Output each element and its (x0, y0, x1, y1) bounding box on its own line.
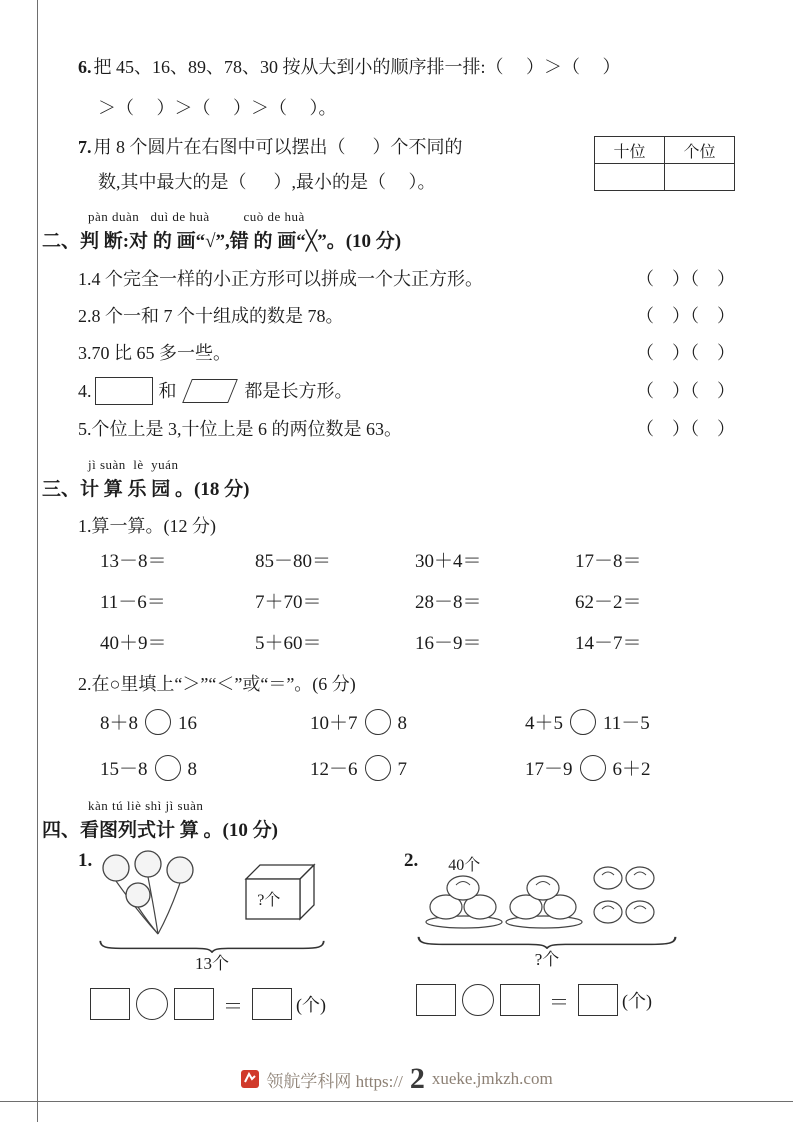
question-7-number: 7. (78, 137, 92, 157)
answer-blanks: （ ）（ ） (636, 306, 735, 326)
judge-item-5 (42, 416, 735, 442)
answer-box (500, 984, 540, 1016)
judge-item-4-mid: 和 (158, 381, 177, 401)
balloons-image (96, 850, 228, 938)
compare-left: 8＋8 (100, 713, 139, 734)
parallelogram-shape (182, 379, 238, 403)
answer-box (416, 984, 456, 1016)
box-count-label: ?个 (257, 892, 281, 909)
arithmetic-problem: 5＋60＝ (255, 633, 322, 654)
judge-pinyin: pàn duàn duì de huà cuò de huà (88, 209, 305, 224)
calc-sub2-title: 2.在○里填上“＞”“＜”或“＝”。(6 分) (78, 674, 356, 694)
comparison-circle (365, 755, 391, 781)
buns-count-label: 40个 (448, 857, 481, 874)
rectangle-shape (95, 377, 153, 405)
operator-circle (136, 988, 168, 1020)
compare-left: 10＋7 (310, 713, 358, 734)
answer-blanks: （ ）（ ） (636, 343, 735, 363)
picture-section (42, 797, 735, 1020)
judge-item-1-text: 1.4 个完全一样的小正方形可以拼成一个大正方形。 (78, 269, 483, 289)
question-7-text: 用 8 个圆片在右图中可以摆出（ ）个不同的 (93, 137, 463, 157)
judge-item-2 (42, 303, 735, 329)
judge-item-1 (42, 266, 735, 292)
judge-item-4-prefix: 4. (78, 381, 92, 401)
picture-problem-1-number: 1. (78, 850, 93, 871)
judge-item-4-suffix: 都是长方形。 (244, 381, 353, 401)
answer-blanks: （ ）（ ） (636, 381, 735, 401)
question-6 (42, 54, 735, 121)
arithmetic-problem: 62－2＝ (575, 592, 642, 613)
judge-item-3 (42, 340, 735, 366)
underbrace (416, 936, 678, 949)
place-value-header-ones: 个位 (665, 137, 735, 164)
unit-label: (个) (622, 991, 652, 1011)
equation-row-1 (90, 988, 378, 1020)
question-6-text-line2: ＞（ ）＞（ ）＞（ ）。 (98, 98, 337, 118)
total-label: 13个 (195, 954, 229, 973)
calc-sub1-title: 1.算一算。(12 分) (78, 516, 216, 536)
place-value-table (594, 136, 735, 191)
picture-problem-2-number: 2. (404, 850, 419, 871)
operator-circle (462, 984, 494, 1016)
comparison-problem (525, 709, 750, 739)
answer-blanks: （ ）（ ） (636, 419, 735, 439)
compare-left: 12－6 (310, 759, 358, 780)
arithmetic-problem: 16－9＝ (415, 633, 482, 654)
arithmetic-problem: 14－7＝ (575, 633, 642, 654)
comparison-problem (100, 709, 310, 739)
buns-image (422, 850, 670, 934)
judge-item-2-text: 2.8 个一和 7 个十组成的数是 78。 (78, 306, 344, 326)
arithmetic-problem: 30＋4＝ (415, 551, 482, 572)
site-logo-icon (240, 1069, 260, 1089)
page-footer (0, 1064, 793, 1094)
arithmetic-problem: 28－8＝ (415, 592, 482, 613)
arithmetic-problem: 40＋9＝ (100, 633, 167, 654)
picture-problem-1 (78, 850, 378, 1020)
compare-right: 11－5 (603, 713, 650, 734)
comparison-problem (100, 755, 310, 785)
judge-title: 二、判 断:对 的 画“√”,错 的 画“╳”。(10 分) (42, 231, 402, 252)
comparison-problem (525, 755, 750, 785)
comparison-circle (145, 709, 171, 735)
arithmetic-problem: 85－80＝ (255, 551, 332, 572)
picture-problem-2 (404, 850, 734, 1020)
place-value-header-tens: 十位 (595, 137, 665, 164)
comparison-circle (155, 755, 181, 781)
underbrace (98, 940, 326, 953)
answer-box (174, 988, 214, 1020)
comparison-problems (42, 709, 735, 785)
judge-section (42, 208, 735, 442)
judge-item-3-text: 3.70 比 65 多一些。 (78, 343, 231, 363)
calc-section (42, 456, 735, 785)
question-7-text-line2: 数,其中最大的是（ ）,最小的是（ ）。 (98, 172, 436, 192)
total-label: ?个 (534, 950, 560, 969)
compare-right: 16 (178, 713, 198, 734)
answer-box (578, 984, 618, 1016)
equals-sign: ＝ (223, 995, 243, 1018)
answer-box (252, 988, 292, 1020)
pics-title: 四、看图列式计 算 。(10 分) (42, 820, 278, 841)
arithmetic-problems (42, 549, 735, 657)
judge-item-4 (42, 377, 735, 405)
place-value-cell-ones (665, 164, 735, 191)
mystery-box (244, 862, 316, 922)
compare-right: 8 (187, 759, 198, 780)
answer-blanks: （ ）（ ） (636, 269, 735, 289)
equation-row-2 (416, 984, 734, 1016)
site-url-suffix: xueke.jmkzh.com (431, 1069, 553, 1088)
comparison-problem (310, 709, 525, 739)
arithmetic-problem: 11－6＝ (100, 592, 166, 613)
site-url-prefix: 领航学科网 https:// (266, 1071, 403, 1091)
arithmetic-problem: 7＋70＝ (255, 592, 322, 613)
compare-left: 15－8 (100, 759, 148, 780)
compare-left: 4＋5 (525, 713, 564, 734)
unit-label: (个) (296, 995, 326, 1015)
comparison-problem (310, 755, 525, 785)
compare-left: 17－9 (525, 759, 573, 780)
page-number: 2 (409, 1062, 425, 1095)
arithmetic-problem: 13－8＝ (100, 551, 167, 572)
arithmetic-problem: 17－8＝ (575, 551, 642, 572)
pics-pinyin: kàn tú liè shì jì suàn (88, 798, 204, 813)
equals-sign: ＝ (549, 991, 569, 1014)
comparison-circle (580, 755, 606, 781)
calc-pinyin: jì suàn lè yuán (88, 457, 179, 472)
compare-right: 7 (397, 759, 408, 780)
calc-title: 三、计 算 乐 园 。(18 分) (42, 479, 250, 500)
question-6-text: 把 45、16、89、78、30 按从大到小的顺序排一排:（ ）＞（ ） (93, 57, 621, 77)
question-6-number: 6. (78, 57, 92, 77)
question-7 (42, 134, 735, 195)
answer-box (90, 988, 130, 1020)
comparison-circle (365, 709, 391, 735)
place-value-cell-tens (595, 164, 665, 191)
compare-right: 6＋2 (612, 759, 651, 780)
comparison-circle (570, 709, 596, 735)
judge-item-5-text: 5.个位上是 3,十位上是 6 的两位数是 63。 (78, 419, 402, 439)
compare-right: 8 (397, 713, 408, 734)
